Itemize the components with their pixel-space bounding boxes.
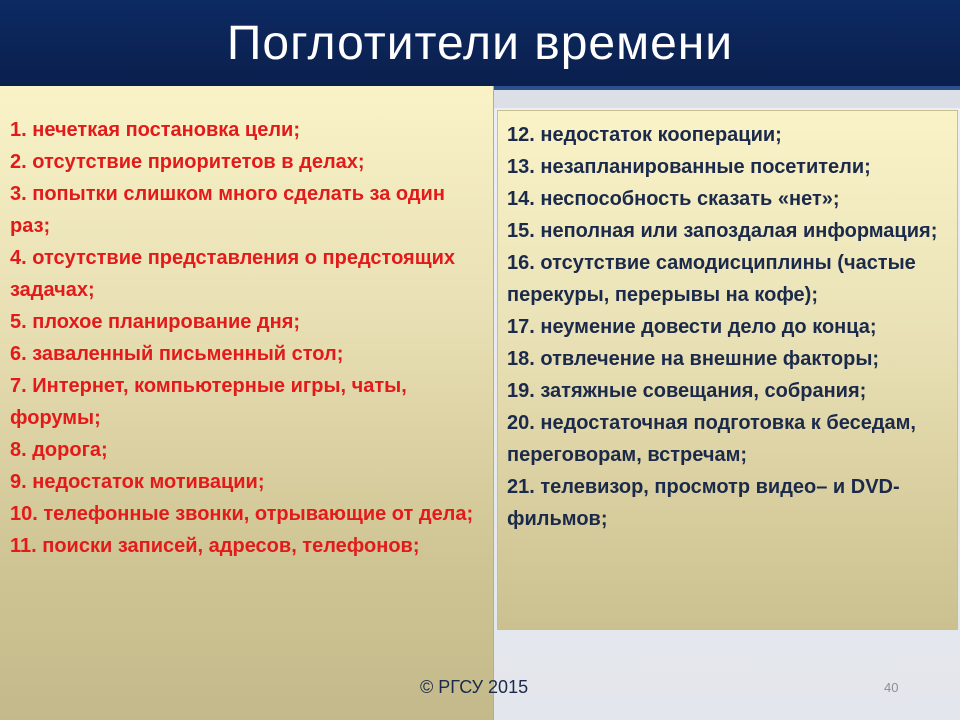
list-item: 6. заваленный письменный стол;: [10, 343, 344, 365]
copyright-footer: © РГСУ 2015: [420, 677, 529, 697]
list-item: 1. нечеткая постановка цели;: [10, 119, 300, 141]
list-item: 9. недостаток мотивации;: [10, 471, 265, 493]
right-list: [507, 119, 953, 535]
left-list: [10, 114, 486, 562]
list-item: 8. дорога;: [10, 439, 108, 461]
list-item: 12. недостаток кооперации;: [507, 124, 782, 146]
list-item: 7. Интернет, компьютерные игры, чаты, форумы;: [10, 375, 407, 429]
left-panel: [0, 86, 494, 720]
slide-title: Поглотители времени: [226, 17, 734, 70]
list-item: 21. телевизор, просмотр видео– и DVD-фильмов;: [507, 476, 900, 530]
list-item: 2. отсутствие приоритетов в делах;: [10, 151, 365, 173]
list-item: 5. плохое планирование дня;: [10, 311, 301, 333]
list-item: 10. телефонные звонки, отрывающие от дела;: [10, 503, 474, 525]
gray-band: [494, 90, 960, 108]
list-item: 13. незапланированные посетители;: [507, 156, 871, 178]
list-item: 11. поиски записей, адресов, телефонов;: [10, 535, 420, 557]
list-item: 3. попытки слишком много сделать за один раз;: [10, 183, 445, 237]
page-number: 40: [884, 680, 899, 695]
list-item: 20. недостаточная подготовка к беседам, переговорам, встречам;: [507, 412, 916, 466]
list-item: 14. неспособность сказать «нет»;: [507, 188, 840, 210]
list-item: 18. отвлечение на внешние факторы;: [507, 348, 880, 370]
title-bar: [0, 0, 960, 86]
list-item: 4. отсутствие представления о предстоящих задачах;: [10, 247, 455, 301]
list-item: 16. отсутствие самодисциплины (частые перекуры, перерывы на кофе);: [507, 252, 916, 306]
list-item: 17. неумение довести дело до конца;: [507, 316, 877, 338]
list-item: 15. неполная или запоздалая информация;: [507, 220, 938, 242]
right-panel: [497, 110, 958, 630]
list-item: 19. затяжные совещания, собрания;: [507, 380, 867, 402]
